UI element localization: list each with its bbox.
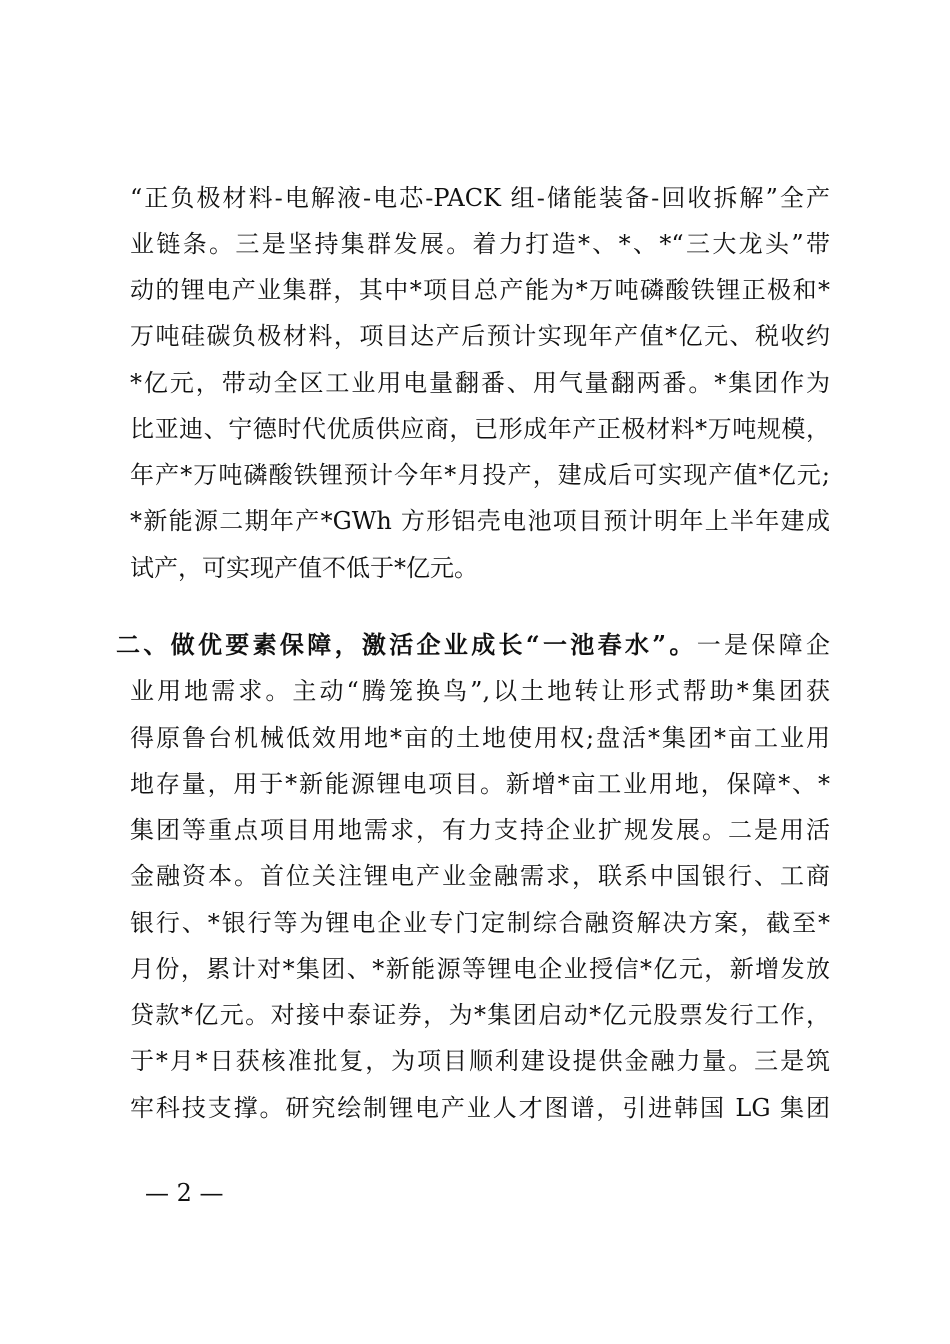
paragraph-line: 业用地需求。主动“腾笼换鸟”,以土地转让形式帮助*集团获 <box>130 677 830 705</box>
paragraph-line: *亿元，带动全区工业用电量翻番、用气量翻两番。*集团作为 <box>130 369 830 397</box>
paragraph-line: 动的锂电产业集群，其中*项目总产能为*万吨磷酸铁锂正极和* <box>130 276 830 304</box>
page-number: — 2 — <box>145 1179 224 1207</box>
paragraph-line: 年产*万吨磷酸铁锂预计今年*月投产，建成后可实现产值*亿元; <box>130 461 830 489</box>
paragraph-line: 得原鲁台机械低效用地*亩的土地使用权;盘活*集团*亩工业用 <box>130 724 830 752</box>
section-heading-line <box>116 630 830 660</box>
paragraph-line: 比亚迪、宁德时代优质供应商，已形成年产正极材料*万吨规模， <box>130 415 830 443</box>
paragraph-line: 业链条。三是坚持集群发展。着力打造*、*、*“三大龙头”带 <box>130 230 830 258</box>
paragraph-line: 月份，累计对*集团、*新能源等锂电企业授信*亿元，新增发放 <box>130 955 830 983</box>
paragraph-line: 金融资本。首位关注锂电产业金融需求，联系中国银行、工商 <box>130 862 830 890</box>
paragraph-line: 地存量，用于*新能源锂电项目。新增*亩工业用地，保障*、* <box>130 770 830 798</box>
paragraph-line: 牢科技支撑。研究绘制锂电产业人才图谱，引进韩国 LG 集团 <box>130 1094 830 1122</box>
paragraph-line: 于*月*日获核准批复，为项目顺利建设提供金融力量。三是筑 <box>130 1047 830 1075</box>
paragraph-line: *新能源二期年产*GWh 方形铝壳电池项目预计明年上半年建成 <box>130 507 830 535</box>
paragraph-line: 万吨硅碳负极材料，项目达产后预计实现年产值*亿元、税收约 <box>130 322 830 350</box>
paragraph-line: “正负极材料-电解液-电芯-PACK 组-储能装备-回收拆解”全产 <box>130 184 830 212</box>
paragraph-line: 贷款*亿元。对接中泰证券，为*集团启动*亿元股票发行工作， <box>130 1001 830 1029</box>
section-heading: 二、做优要素保障，激活企业成长“一池春水”。 <box>116 630 697 659</box>
heading-line-continuation: 一是保障企 <box>696 631 831 659</box>
paragraph-line: 试产，可实现产值不低于*亿元。 <box>130 554 478 582</box>
paragraph-line: 银行、*银行等为锂电企业专门定制综合融资解决方案，截至* <box>130 909 830 937</box>
paragraph-line: 集团等重点项目用地需求，有力支持企业扩规发展。二是用活 <box>130 816 830 844</box>
